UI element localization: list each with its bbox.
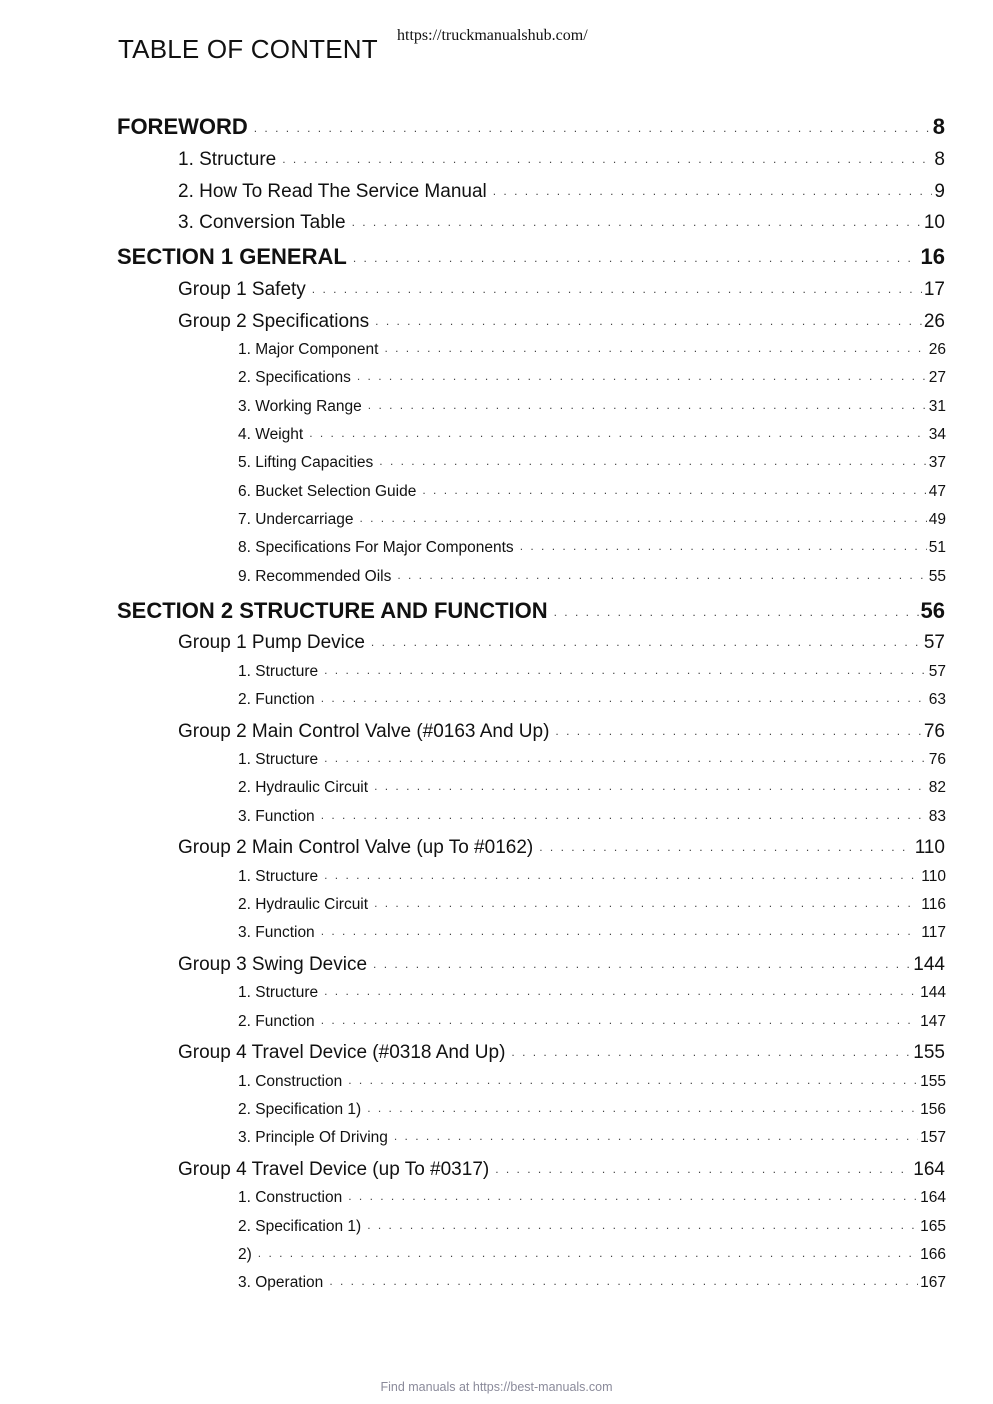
- toc-entry-page: 144: [913, 954, 945, 975]
- toc-subitem[interactable]: [238, 1010, 946, 1031]
- toc-item[interactable]: [178, 308, 945, 333]
- dot-leader: [321, 921, 920, 937]
- toc-subitem[interactable]: [238, 565, 946, 586]
- dot-leader: [367, 1215, 918, 1231]
- toc-entry-page: 49: [928, 510, 946, 528]
- dot-leader: [352, 209, 922, 228]
- dot-leader: [321, 688, 927, 704]
- toc-item[interactable]: [178, 276, 945, 301]
- toc-entry-page: 83: [928, 807, 946, 825]
- toc-entry-page: 117: [921, 923, 946, 941]
- dot-leader: [329, 1271, 918, 1287]
- dot-leader: [324, 660, 927, 676]
- dot-leader: [324, 865, 919, 881]
- toc-entry-page: 165: [920, 1217, 946, 1235]
- toc-entry-label: 3. Operation: [238, 1273, 324, 1291]
- dot-leader: [394, 1126, 918, 1142]
- toc-item[interactable]: [178, 629, 945, 654]
- toc-entry-page: 155: [913, 1042, 945, 1063]
- toc-entry-page: 76: [923, 721, 945, 742]
- toc-entry-page: 37: [928, 453, 946, 471]
- toc-entry-label: Group 2 Main Control Valve (#0163 And Up): [178, 721, 550, 742]
- toc-entry-label: 2. How To Read The Service Manual: [178, 181, 487, 202]
- toc-item[interactable]: [178, 951, 945, 976]
- toc-entry-label: 2. Function: [238, 1012, 315, 1030]
- toc-entry-page: 110: [914, 837, 945, 858]
- toc-entry-label: 9. Recommended Oils: [238, 567, 392, 585]
- toc-entry-label: 1. Major Component: [238, 340, 379, 358]
- dot-leader: [359, 508, 926, 524]
- toc-subitem[interactable]: [238, 1126, 946, 1147]
- dot-leader: [554, 596, 919, 618]
- toc-subitem[interactable]: [238, 338, 946, 359]
- dot-leader: [374, 776, 927, 792]
- dot-leader: [254, 112, 931, 134]
- dot-leader: [357, 366, 927, 382]
- dot-leader: [348, 1070, 918, 1086]
- toc-subitem[interactable]: [238, 451, 946, 472]
- toc-entry-label: 2. Specification 1): [238, 1217, 362, 1235]
- toc-entry-page: 144: [920, 983, 946, 1001]
- toc-subitem[interactable]: [238, 1070, 946, 1091]
- toc-entry-page: 164: [913, 1159, 945, 1180]
- toc-subitem[interactable]: [238, 1186, 946, 1207]
- toc-subitem[interactable]: [238, 893, 946, 914]
- toc-entry-page: 27: [928, 368, 946, 386]
- toc-entry-page: 166: [920, 1245, 946, 1263]
- dot-leader: [353, 242, 919, 264]
- toc-item[interactable]: [178, 1039, 945, 1064]
- toc-entry-page: 63: [928, 690, 946, 708]
- toc-section[interactable]: [117, 242, 945, 270]
- toc-entry-page: 164: [920, 1188, 946, 1206]
- toc-entry-label: Group 1 Pump Device: [178, 632, 365, 653]
- toc-subitem[interactable]: [238, 776, 946, 797]
- toc-entry-page: 157: [920, 1128, 946, 1146]
- toc-entry-page: 57: [928, 662, 946, 680]
- dot-leader: [422, 480, 926, 496]
- toc-entry-label: 2): [238, 1245, 252, 1263]
- dot-leader: [539, 834, 912, 853]
- toc-subitem[interactable]: [238, 1271, 946, 1292]
- toc-entry-label: SECTION 1 GENERAL: [117, 244, 347, 269]
- toc-entry-page: 31: [928, 397, 946, 415]
- toc-entry-page: 26: [928, 340, 946, 358]
- toc-entry-page: 110: [921, 867, 946, 885]
- header-url[interactable]: https://truckmanualshub.com/: [397, 27, 588, 44]
- toc-entry-label: 2. Specification 1): [238, 1100, 362, 1118]
- toc-entry-label: 1. Structure: [238, 662, 319, 680]
- dot-leader: [367, 1098, 918, 1114]
- toc-subitem[interactable]: [238, 688, 946, 709]
- toc-entry-page: 17: [923, 279, 945, 300]
- toc-entry-label: 3. Principle Of Driving: [238, 1128, 388, 1146]
- dot-leader: [555, 718, 921, 737]
- toc-entry-label: 1. Structure: [238, 983, 319, 1001]
- toc-entry-page: 8: [934, 149, 945, 170]
- toc-entry-page: 82: [928, 778, 946, 796]
- dot-leader: [324, 748, 927, 764]
- dot-leader: [373, 951, 911, 970]
- toc-item[interactable]: [178, 1156, 945, 1181]
- toc-item[interactable]: [178, 178, 945, 203]
- toc-subitem[interactable]: [238, 748, 946, 769]
- dot-leader: [375, 308, 922, 327]
- toc-subitem[interactable]: [238, 1098, 946, 1119]
- toc-entry-page: 116: [921, 895, 946, 913]
- toc-item[interactable]: [178, 146, 945, 171]
- toc-subitem[interactable]: [238, 1215, 946, 1236]
- toc-entry-label: SECTION 2 STRUCTURE AND FUNCTION: [117, 598, 548, 623]
- dot-leader: [321, 1010, 918, 1026]
- toc-entry-label: Group 1 Safety: [178, 279, 306, 300]
- dot-leader: [324, 981, 918, 997]
- toc-entry-page: 156: [920, 1100, 946, 1118]
- toc-item[interactable]: [178, 209, 945, 234]
- dot-leader: [282, 146, 932, 165]
- toc-entry-label: 8. Specifications For Major Components: [238, 538, 514, 556]
- toc-entry-page: 51: [928, 538, 946, 556]
- toc-entry-page: 47: [928, 482, 946, 500]
- dot-leader: [258, 1243, 918, 1259]
- toc-entry-page: 26: [923, 311, 945, 332]
- toc-subitem[interactable]: [238, 480, 946, 501]
- toc-subitem[interactable]: [238, 921, 946, 942]
- toc-entry-label: 2. Specifications: [238, 368, 351, 386]
- dot-leader: [312, 276, 922, 295]
- toc-entry-label: Group 4 Travel Device (#0318 And Up): [178, 1042, 506, 1063]
- toc-entry-page: 147: [920, 1012, 946, 1030]
- toc-subitem[interactable]: [238, 865, 946, 886]
- toc-entry-label: 1. Construction: [238, 1188, 343, 1206]
- toc-entry-page: 167: [920, 1273, 946, 1291]
- toc-entry-page: 57: [923, 632, 945, 653]
- dot-leader: [374, 893, 919, 909]
- toc-entry-label: 1. Structure: [178, 149, 277, 170]
- toc-entry-label: 1. Construction: [238, 1072, 343, 1090]
- toc-entry-page: 55: [928, 567, 946, 585]
- toc-entry-label: 7. Undercarriage: [238, 510, 354, 528]
- toc-entry-label: Group 3 Swing Device: [178, 954, 368, 975]
- toc-entry-label: 2. Hydraulic Circuit: [238, 895, 369, 913]
- toc-entry-label: 5. Lifting Capacities: [238, 453, 374, 471]
- toc-subitem[interactable]: [238, 536, 946, 557]
- toc-entry-page: 76: [928, 750, 946, 768]
- toc-entry-page: 10: [923, 212, 945, 233]
- toc-subitem[interactable]: [238, 366, 946, 387]
- dot-leader: [511, 1039, 911, 1058]
- toc-entry-page: 16: [920, 244, 945, 269]
- toc-entry-label: 1. Structure: [238, 750, 319, 768]
- toc-subitem[interactable]: [238, 981, 946, 1002]
- toc-item[interactable]: [178, 718, 945, 743]
- toc-entry-label: 3. Function: [238, 807, 315, 825]
- toc-subitem[interactable]: [238, 395, 946, 416]
- toc-item[interactable]: [178, 834, 945, 859]
- toc-entry-page: 155: [920, 1072, 946, 1090]
- toc-entry-label: 3. Conversion Table: [178, 212, 346, 233]
- toc-subitem[interactable]: [238, 805, 946, 826]
- dot-leader: [371, 629, 922, 648]
- footer-note[interactable]: Find manuals at https://best-manuals.com: [380, 1380, 613, 1394]
- dot-leader: [520, 536, 927, 552]
- toc-subitem[interactable]: [238, 660, 946, 681]
- toc-entry-label: Group 2 Main Control Valve (up To #0162): [178, 837, 534, 858]
- toc-subitem[interactable]: [238, 1243, 946, 1264]
- toc-subitem[interactable]: [238, 508, 946, 529]
- toc-entry-label: 3. Function: [238, 923, 315, 941]
- toc-entry-label: 1. Structure: [238, 867, 319, 885]
- toc-entry-label: 2. Function: [238, 690, 315, 708]
- dot-leader: [495, 1156, 911, 1175]
- toc-entry-label: Group 4 Travel Device (up To #0317): [178, 1159, 490, 1180]
- dot-leader: [397, 565, 926, 581]
- dot-leader: [384, 338, 926, 354]
- toc-subitem[interactable]: [238, 423, 946, 444]
- dot-leader: [348, 1186, 918, 1202]
- page-title: TABLE OF CONTENT: [118, 34, 378, 64]
- toc-entry-page: 56: [920, 598, 945, 623]
- toc-entry-label: 3. Working Range: [238, 397, 362, 415]
- dot-leader: [321, 805, 927, 821]
- toc-entry-label: 2. Hydraulic Circuit: [238, 778, 369, 796]
- dot-leader: [368, 395, 927, 411]
- dot-leader: [493, 178, 933, 197]
- toc-entry-page: 9: [934, 181, 945, 202]
- toc-entry-label: FOREWORD: [117, 114, 248, 139]
- toc-section[interactable]: [117, 596, 945, 624]
- toc-section[interactable]: [117, 112, 945, 140]
- toc-entry-page: 34: [928, 425, 946, 443]
- dot-leader: [309, 423, 927, 439]
- toc-entry-label: Group 2 Specifications: [178, 311, 370, 332]
- toc-entry-label: 6. Bucket Selection Guide: [238, 482, 417, 500]
- toc-entry-label: 4. Weight: [238, 425, 304, 443]
- dot-leader: [379, 451, 926, 467]
- toc-entry-page: 8: [932, 114, 945, 139]
